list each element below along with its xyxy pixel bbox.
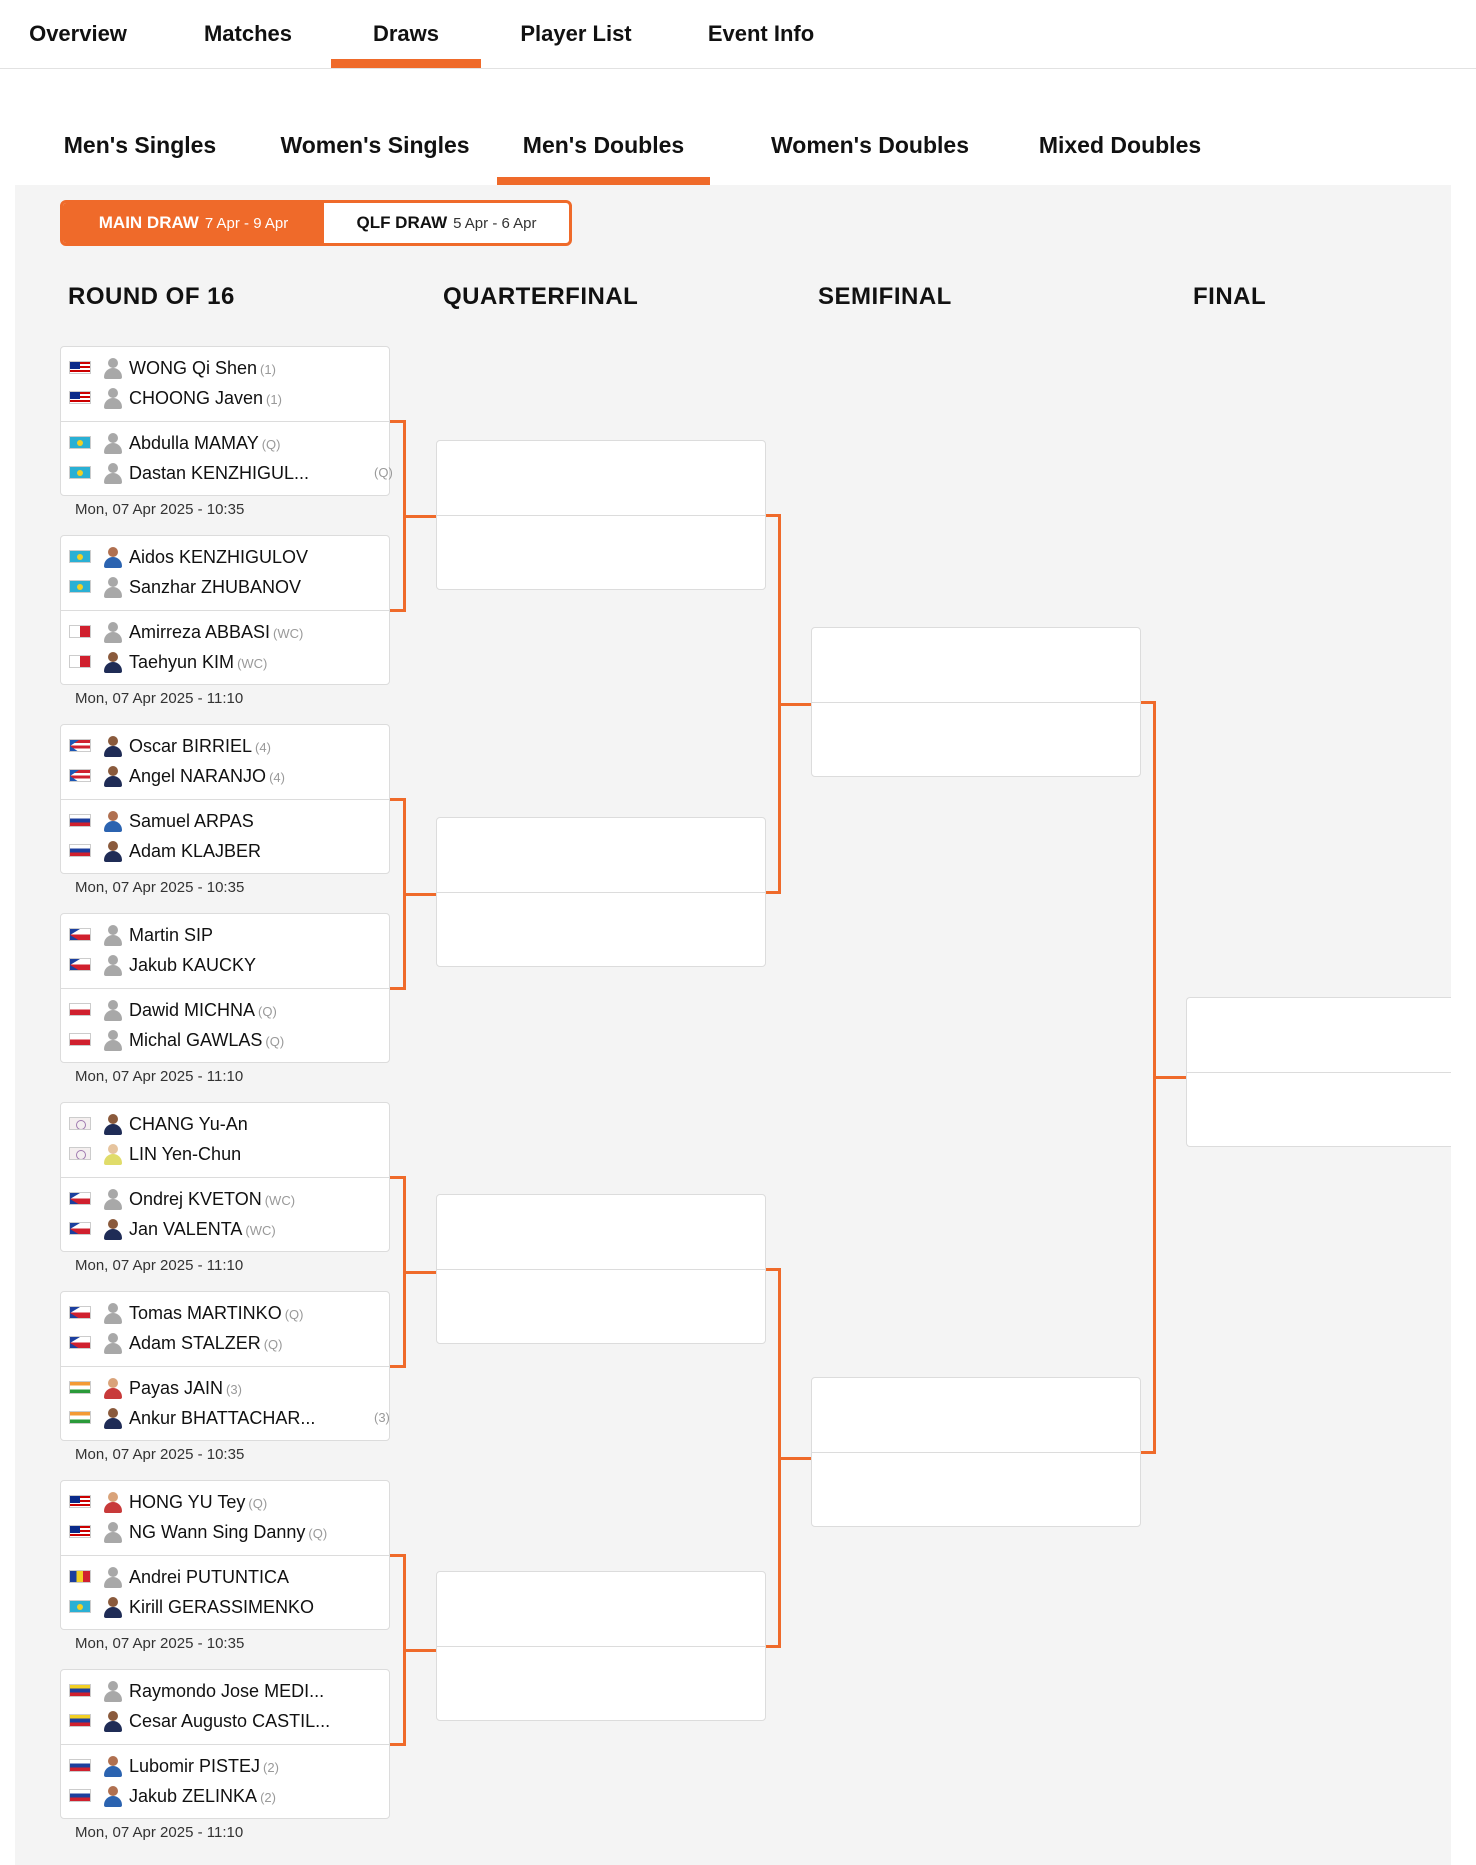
flag-kaz-icon <box>69 1600 91 1613</box>
flag-mlt-icon <box>69 625 91 638</box>
flag-mas-icon <box>69 1495 91 1508</box>
player-row <box>61 1709 391 1733</box>
match-time: Mon, 07 Apr 2025 - 10:35 <box>75 1446 245 1463</box>
player-name-text: Raymondo Jose MEDI... <box>129 1681 325 1701</box>
player-row <box>61 734 391 758</box>
player-name-text: Taehyun KIM <box>129 652 235 672</box>
player-avatar-icon <box>103 811 123 832</box>
player-name-text: Aidos KENZHIGULOV <box>129 547 309 567</box>
player-row <box>61 1520 391 1544</box>
player-row <box>61 809 391 833</box>
player-name[interactable] <box>129 923 213 947</box>
player-row <box>61 1565 391 1589</box>
match-time: Mon, 07 Apr 2025 - 10:35 <box>75 1635 245 1652</box>
semifinal-match-2[interactable] <box>811 1377 1141 1527</box>
player-avatar-icon <box>103 463 123 484</box>
player-name[interactable] <box>129 1709 330 1733</box>
semifinal-match-1[interactable] <box>811 627 1141 777</box>
bracket-line <box>390 987 403 990</box>
player-row <box>61 650 391 674</box>
player-avatar-icon <box>103 547 123 568</box>
flag-kaz-icon <box>69 580 91 593</box>
player-name-text: Adam STALZER <box>129 1333 261 1353</box>
player-name[interactable] <box>129 1784 276 1808</box>
player-name-text: LIN Yen-Chun <box>129 1144 242 1164</box>
round-header-quarterfinal: QUARTERFINAL <box>443 283 639 310</box>
player-name[interactable] <box>129 1217 276 1241</box>
player-avatar-icon <box>103 1522 123 1543</box>
bracket-line <box>403 1271 436 1274</box>
player-seed: (3) <box>374 1410 390 1425</box>
bracket-line <box>390 1176 403 1179</box>
r16-match-6[interactable] <box>60 1291 390 1441</box>
player-name-text: Samuel ARPAS <box>129 811 254 831</box>
bracket-line <box>766 891 778 894</box>
player-name-text: Adam KLAJBER <box>129 841 262 861</box>
match-time: Mon, 07 Apr 2025 - 11:10 <box>75 690 244 707</box>
player-row <box>61 1376 391 1400</box>
player-seed: (4) <box>255 740 271 755</box>
r16-match-3[interactable] <box>60 724 390 874</box>
player-row <box>61 620 391 644</box>
event-type-navigation <box>15 105 1451 186</box>
player-name-text: NG Wann Sing Danny <box>129 1522 306 1542</box>
flag-kaz-icon <box>69 550 91 563</box>
player-avatar-icon <box>103 652 123 673</box>
player-name-text: Abdulla MAMAY <box>129 433 259 453</box>
bracket-line <box>1141 701 1153 704</box>
player-seed: (Q) <box>248 1496 268 1511</box>
quarterfinal-match-2[interactable] <box>436 817 766 967</box>
qlf-draw-button[interactable] <box>324 203 569 243</box>
round-header-semifinal: SEMIFINAL <box>818 283 952 310</box>
player-row <box>61 1406 391 1430</box>
player-name-text: Tomas MARTINKO <box>129 1303 282 1323</box>
main-draw-dates: 7 Apr - 9 Apr <box>204 214 289 232</box>
player-name-text: Jakub ZELINKA <box>129 1786 258 1806</box>
player-avatar-icon <box>103 925 123 946</box>
player-name-text: Amirreza ABBASI <box>129 622 271 642</box>
player-seed: (2) <box>260 1790 276 1805</box>
player-name-text: Angel NARANJO <box>129 766 267 786</box>
player-name[interactable] <box>129 1331 283 1355</box>
player-name-text: Michal GAWLAS <box>129 1030 263 1050</box>
player-seed: (WC) <box>237 656 268 671</box>
match-time: Mon, 07 Apr 2025 - 10:35 <box>75 879 245 896</box>
player-avatar-icon <box>103 1219 123 1240</box>
bracket-line <box>403 893 436 896</box>
r16-match-8[interactable] <box>60 1669 390 1819</box>
quarterfinal-match-3[interactable] <box>436 1194 766 1344</box>
flag-ind-icon <box>69 1411 91 1424</box>
flag-cze-icon <box>69 928 91 941</box>
flag-cze-icon <box>69 1336 91 1349</box>
qlf-draw-label: QLF DRAW <box>356 213 448 232</box>
player-name[interactable] <box>129 650 267 674</box>
player-row <box>61 1142 391 1166</box>
player-avatar-icon <box>103 1567 123 1588</box>
tab-womens-singles[interactable]: Women's Singles <box>280 131 470 158</box>
bracket-line <box>390 420 403 423</box>
player-row <box>61 923 391 947</box>
bracket-line <box>1141 1451 1153 1454</box>
flag-cze-icon <box>69 1306 91 1319</box>
player-name-text: HONG YU Tey <box>129 1492 246 1512</box>
player-seed: (WC) <box>264 1193 296 1208</box>
player-row <box>61 1754 391 1778</box>
player-avatar-icon <box>103 1378 123 1399</box>
flag-mas-icon <box>69 391 91 404</box>
active-tab-indicator <box>331 59 481 68</box>
player-row <box>61 545 391 569</box>
flag-svk-icon <box>69 1759 91 1772</box>
tab-player-list[interactable]: Player List <box>520 21 632 46</box>
player-row <box>61 1028 391 1052</box>
bracket-line <box>778 1457 811 1460</box>
player-name-text: Jakub KAUCKY <box>129 955 257 975</box>
player-row <box>61 1301 391 1325</box>
player-name[interactable] <box>129 998 277 1022</box>
flag-ind-icon <box>69 1381 91 1394</box>
player-name[interactable] <box>129 1595 314 1619</box>
main-draw-button[interactable] <box>63 203 324 243</box>
flag-cze-icon <box>69 958 91 971</box>
player-avatar-icon <box>103 388 123 409</box>
player-name-text: Andrei PUTUNTICA <box>129 1567 290 1587</box>
player-name[interactable] <box>129 1187 295 1211</box>
player-avatar-icon <box>103 736 123 757</box>
player-name[interactable] <box>129 764 285 788</box>
player-row <box>61 1331 391 1355</box>
tab-mens-doubles[interactable]: Men's Doubles <box>497 105 710 185</box>
r16-match-4[interactable] <box>60 913 390 1063</box>
player-name[interactable] <box>129 953 256 977</box>
player-avatar-icon <box>103 1597 123 1618</box>
flag-tpe-icon <box>69 1147 91 1160</box>
player-seed: (4) <box>269 770 285 785</box>
player-name-text: CHOONG Javen <box>129 388 264 408</box>
player-seed: (Q) <box>374 465 393 480</box>
bracket-line <box>390 1365 403 1368</box>
flag-mas-icon <box>69 361 91 374</box>
player-name[interactable] <box>129 1028 284 1052</box>
quarterfinal-match-4[interactable] <box>436 1571 766 1721</box>
player-row <box>61 1187 391 1211</box>
player-name[interactable] <box>129 1490 267 1514</box>
match-time: Mon, 07 Apr 2025 - 10:35 <box>75 501 245 518</box>
player-name-text: Ankur BHATTACHAR... <box>129 1408 316 1428</box>
flag-mlt-icon <box>69 655 91 668</box>
player-avatar-icon <box>103 1030 123 1051</box>
player-seed: (Q) <box>261 437 281 452</box>
player-row <box>61 764 391 788</box>
r16-match-2[interactable] <box>60 535 390 685</box>
player-row <box>61 1595 391 1619</box>
player-name[interactable] <box>129 431 281 455</box>
player-name-text: Payas JAIN <box>129 1378 224 1398</box>
player-avatar-icon <box>103 1756 123 1777</box>
r16-match-7[interactable] <box>60 1480 390 1630</box>
player-avatar-icon <box>103 358 123 379</box>
flag-svk-icon <box>69 814 91 827</box>
player-name-text: CHANG Yu-An <box>129 1114 248 1134</box>
player-avatar-icon <box>103 1303 123 1324</box>
player-name-text: Dastan KENZHIGUL... <box>129 463 310 483</box>
flag-pur-icon <box>69 769 91 782</box>
r16-match-1[interactable] <box>60 346 393 496</box>
round-header-final: FINAL <box>1193 283 1267 310</box>
player-avatar-icon <box>103 766 123 787</box>
player-avatar-icon <box>103 433 123 454</box>
player-name-text: Ondrej KVETON <box>129 1189 262 1209</box>
round-header-r16: ROUND OF 16 <box>68 283 235 310</box>
flag-pol-icon <box>69 1033 91 1046</box>
bracket-line <box>766 1645 778 1648</box>
flag-mda-icon <box>69 1570 91 1583</box>
player-avatar-icon <box>103 1189 123 1210</box>
bracket-line <box>390 1554 403 1557</box>
player-avatar-icon <box>103 1000 123 1021</box>
player-name[interactable] <box>129 620 303 644</box>
player-name[interactable] <box>129 1142 241 1166</box>
draw-type-toggle <box>60 200 572 246</box>
player-seed: (WC) <box>273 626 304 641</box>
flag-mas-icon <box>69 1525 91 1538</box>
player-name[interactable] <box>129 734 271 758</box>
bracket-line <box>766 514 778 517</box>
flag-svk-icon <box>69 844 91 857</box>
player-name[interactable] <box>129 575 301 599</box>
player-name[interactable] <box>129 1565 289 1589</box>
player-name[interactable] <box>129 1679 324 1703</box>
final-match[interactable] <box>1186 997 1451 1147</box>
player-name[interactable] <box>129 1754 279 1778</box>
main-draw-label: MAIN DRAW <box>98 213 199 232</box>
player-name[interactable] <box>129 1520 327 1544</box>
flag-ven-icon <box>69 1684 91 1697</box>
player-seed: (1) <box>266 392 282 407</box>
tab-mixed-doubles[interactable]: Mixed Doubles <box>1038 131 1202 158</box>
player-row <box>61 575 391 599</box>
player-name[interactable] <box>129 1376 242 1400</box>
match-time: Mon, 07 Apr 2025 - 11:10 <box>75 1824 244 1841</box>
tab-overview[interactable]: Overview <box>29 21 127 46</box>
player-row <box>61 1112 391 1136</box>
bracket-line <box>390 1743 403 1746</box>
match-time: Mon, 07 Apr 2025 - 11:10 <box>75 1257 244 1274</box>
player-avatar-icon <box>103 1681 123 1702</box>
match-time: Mon, 07 Apr 2025 - 11:10 <box>75 1068 244 1085</box>
player-name-text: Martin SIP <box>129 925 214 945</box>
player-avatar-icon <box>103 1492 123 1513</box>
bracket-line <box>390 798 403 801</box>
player-avatar-icon <box>103 577 123 598</box>
player-name-text: Dawid MICHNA <box>129 1000 256 1020</box>
player-avatar-icon <box>103 955 123 976</box>
player-avatar-icon <box>103 1408 123 1429</box>
tab-draws[interactable]: Draws <box>331 0 481 68</box>
player-seed: (2) <box>263 1760 279 1775</box>
player-name-text: Oscar BIRRIEL <box>129 736 253 756</box>
top-navigation <box>0 0 1476 69</box>
player-name[interactable] <box>129 839 261 863</box>
flag-pur-icon <box>69 739 91 752</box>
player-row <box>61 998 391 1022</box>
bracket-line <box>403 1649 436 1652</box>
player-name[interactable] <box>129 1301 303 1325</box>
tab-event-info[interactable]: Event Info <box>707 21 815 46</box>
player-seed: (Q) <box>265 1034 285 1049</box>
player-row <box>61 1784 391 1808</box>
player-name[interactable] <box>129 809 254 833</box>
player-row <box>61 953 391 977</box>
player-name[interactable] <box>129 356 276 380</box>
tab-womens-doubles[interactable]: Women's Doubles <box>770 131 969 158</box>
player-row <box>61 1217 391 1241</box>
r16-match-5[interactable] <box>60 1102 390 1252</box>
player-name[interactable] <box>129 1112 248 1136</box>
player-seed: (WC) <box>245 1223 276 1238</box>
player-row <box>61 839 391 863</box>
flag-tpe-icon <box>69 1117 91 1130</box>
player-name[interactable] <box>129 1406 315 1430</box>
player-name[interactable] <box>129 545 308 569</box>
bracket-line <box>403 515 436 518</box>
player-name-text: Jan VALENTA <box>129 1219 243 1239</box>
player-seed: (Q) <box>284 1307 304 1322</box>
player-seed: (Q) <box>308 1526 328 1541</box>
player-row <box>61 1679 391 1703</box>
player-row <box>61 1490 391 1514</box>
player-avatar-icon <box>103 841 123 862</box>
player-name[interactable] <box>129 386 282 410</box>
player-row <box>61 461 391 485</box>
flag-cze-icon <box>69 1192 91 1205</box>
player-name-text: Kirill GERASSIMENKO <box>129 1597 315 1617</box>
player-seed: (3) <box>226 1382 242 1397</box>
bracket-line <box>390 609 403 612</box>
player-avatar-icon <box>103 1114 123 1135</box>
player-name-text: WONG Qi Shen <box>129 358 258 378</box>
flag-pol-icon <box>69 1003 91 1016</box>
flag-ven-icon <box>69 1714 91 1727</box>
flag-svk-icon <box>69 1789 91 1802</box>
player-avatar-icon <box>103 1333 123 1354</box>
player-row <box>61 386 391 410</box>
player-name-text: Cesar Augusto CASTIL... <box>129 1711 331 1731</box>
tab-mens-singles[interactable]: Men's Singles <box>63 131 217 158</box>
player-avatar-icon <box>103 1144 123 1165</box>
bracket-line <box>1153 1076 1186 1079</box>
player-row <box>61 431 391 455</box>
player-avatar-icon <box>103 1711 123 1732</box>
qlf-draw-dates: 5 Apr - 6 Apr <box>453 214 537 232</box>
active-subtab-indicator <box>497 177 710 185</box>
bracket-line <box>778 703 811 706</box>
player-name[interactable] <box>129 461 309 485</box>
player-seed: (1) <box>260 362 276 377</box>
player-seed: (Q) <box>258 1004 277 1019</box>
flag-cze-icon <box>69 1222 91 1235</box>
player-name-text: Lubomir PISTEJ <box>129 1756 261 1776</box>
flag-kaz-icon <box>69 466 91 479</box>
player-avatar-icon <box>103 1786 123 1807</box>
player-row <box>61 356 391 380</box>
player-seed: (Q) <box>263 1337 283 1352</box>
bracket-line <box>766 1268 778 1271</box>
player-avatar-icon <box>103 622 123 643</box>
player-name-text: Sanzhar ZHUBANOV <box>129 577 302 597</box>
flag-kaz-icon <box>69 436 91 449</box>
tab-matches[interactable]: Matches <box>203 21 293 46</box>
quarterfinal-match-1[interactable] <box>436 440 766 590</box>
